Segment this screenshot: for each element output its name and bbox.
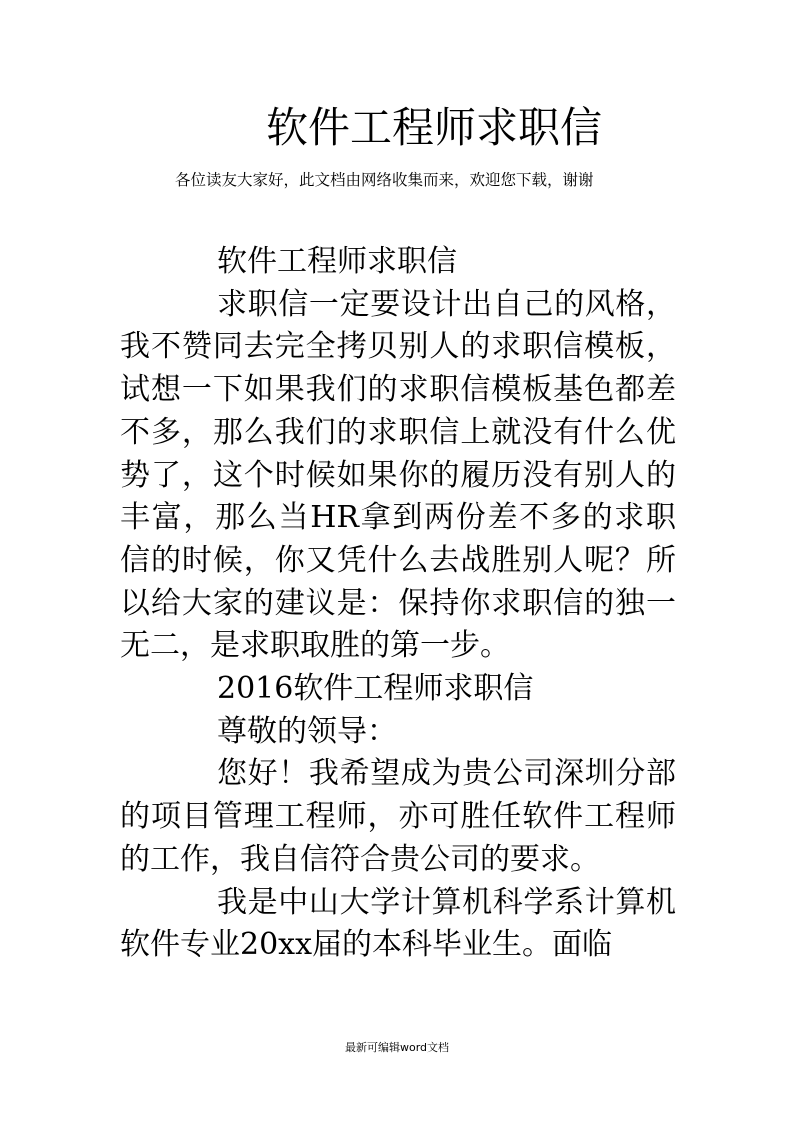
salutation: 尊敬的领导：	[217, 713, 397, 749]
education-paragraph: 我是中山大学计算机科学系计算机软件专业20xx届的本科毕业生。面临	[120, 884, 676, 963]
document-title: 软件工程师求职信	[266, 103, 603, 152]
download-greeting: 各位读友大家好，此文档由网络收集而来，欢迎您下载，谢谢	[175, 171, 594, 189]
document-body	[120, 241, 676, 967]
page-footer: 最新可编辑word文档	[344, 1041, 450, 1054]
objective-paragraph: 您好！我希望成为贵公司深圳分部的项目管理工程师，亦可胜任软件工程师的工作，我自信符合贵公司的要求。	[120, 756, 676, 877]
letter-heading: 软件工程师求职信	[217, 244, 457, 279]
intro-paragraph: 求职信一定要设计出自己的风格，我不赞同去完全拷贝别人的求职信模板，试想一下如果我们的求职信模板基色都差不多，那么我们的求职信上就没有什么优势了，这个时候如果你的履历没有别人的丰富，那么当HR拿到两份差不多的求职信的时候，你又凭什么去战胜别人呢？所以给大家的建议是：保持你求职信的独一无二，是求职取胜的第一步。	[120, 286, 676, 664]
letter-subheading: 2016软件工程师求职信	[217, 671, 534, 707]
